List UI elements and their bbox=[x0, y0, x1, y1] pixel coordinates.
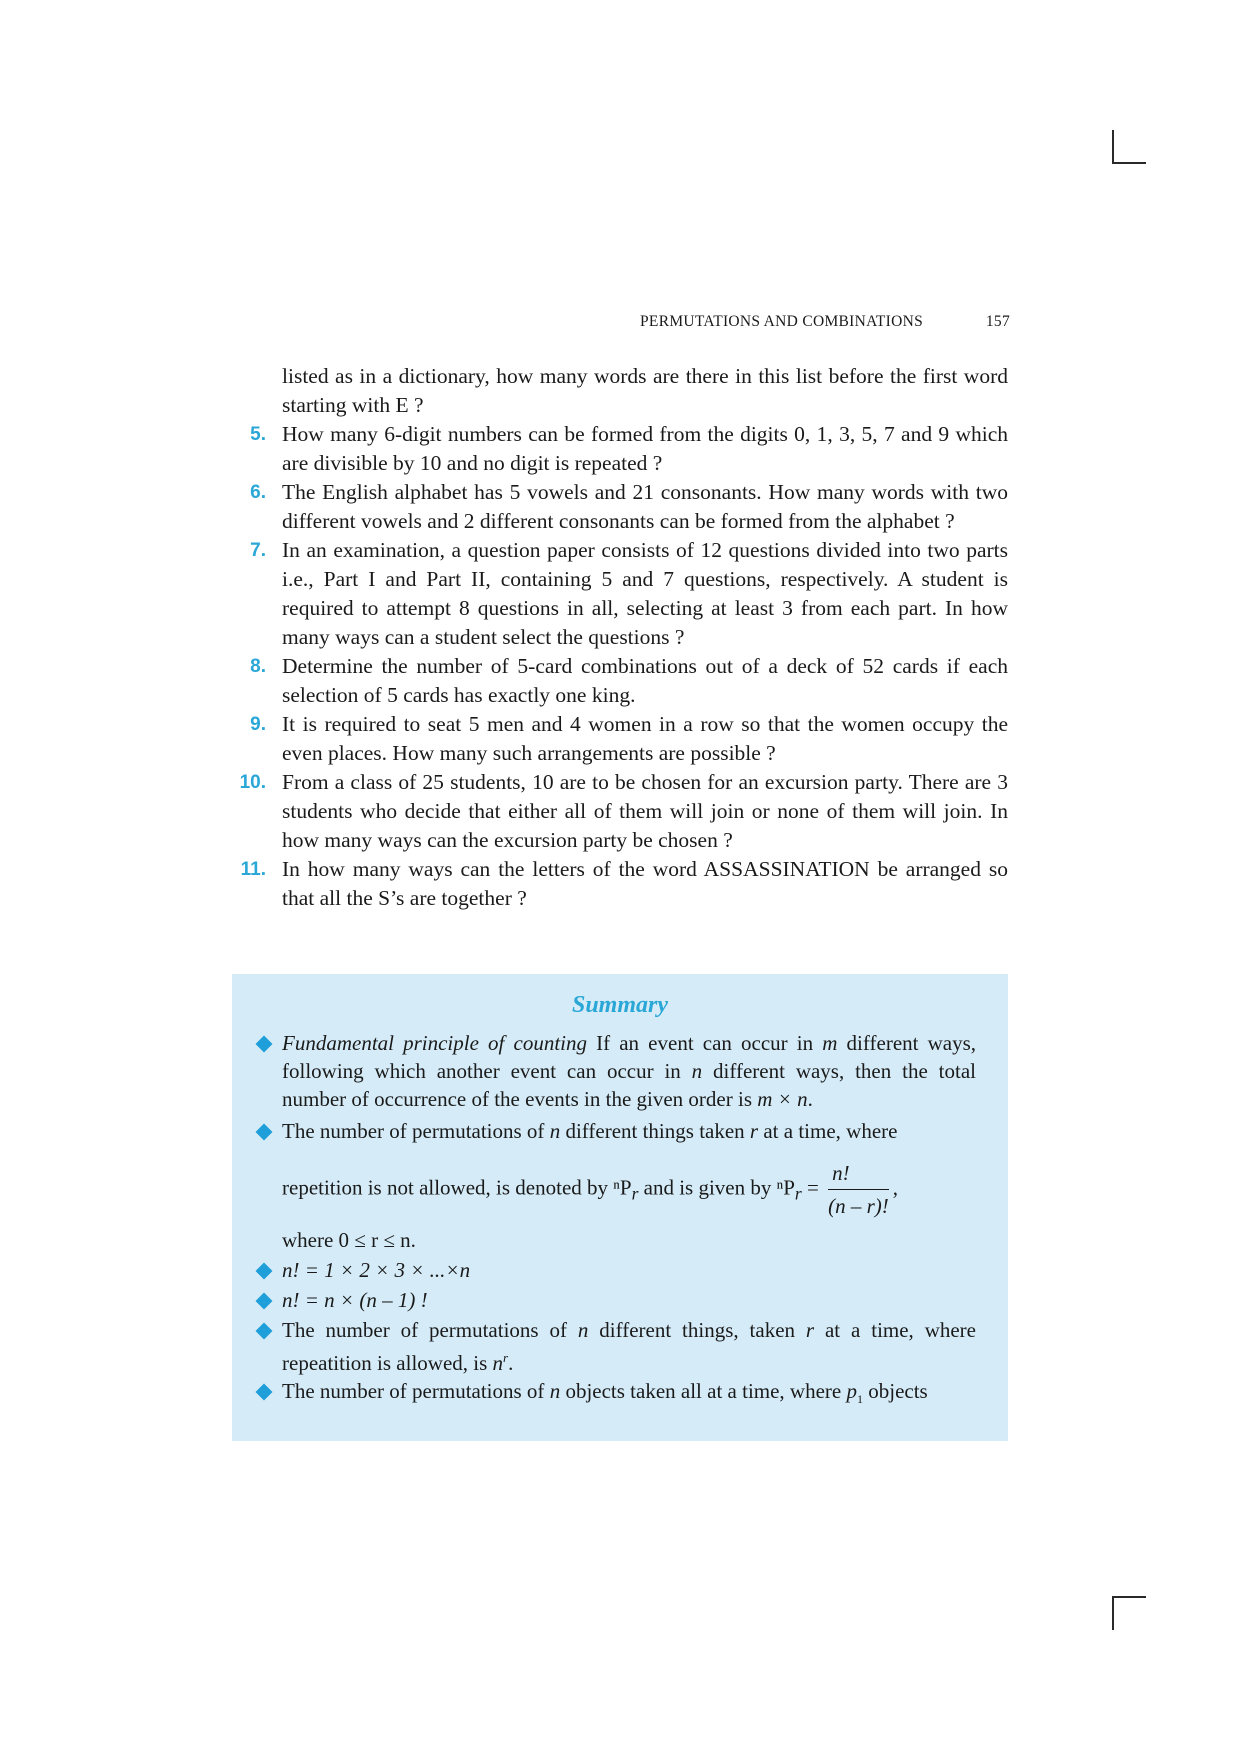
running-head bbox=[640, 313, 1010, 331]
exercise-number: 9. bbox=[250, 714, 266, 735]
summary-item-factorial-definition: n! = 1 × 2 × 3 × ...×n bbox=[282, 1256, 976, 1284]
summary-item-factorial-recursion: n! = n × (n – 1) ! bbox=[282, 1286, 976, 1314]
permutation-formula: repetition is not allowed, is denoted by ⁿP$_r$ and is given by ⁿP$_r$ = $\frac{n!}{(n - r)!}$ , bbox=[282, 1161, 898, 1218]
fraction bbox=[828, 1159, 889, 1220]
page-number: 157 bbox=[985, 313, 1010, 330]
exercise-item bbox=[220, 536, 1008, 652]
diamond-bullet-icon bbox=[256, 1036, 273, 1053]
exercise-text: In an examination, a question paper consists of 12 questions divided into two parts i.e., Part I and Part II, containing 5 and 7 questions, respectively. A student is required to attempt 8 questions in all, selecting at least 3 from each part. In how many ways can a student select the questions ? bbox=[282, 538, 1008, 649]
exercise-number: 10. bbox=[239, 772, 266, 793]
exercise-number: 7. bbox=[250, 540, 266, 561]
exercise-text: How many 6-digit numbers can be formed from the digits 0, 1, 3, 5, 7 and 9 which are divisible by 10 and no digit is repeated ? bbox=[282, 422, 1008, 475]
diamond-bullet-icon bbox=[256, 1293, 273, 1310]
exercise-continuation: listed as in a dictionary, how many words are there in this list before the first word starting with E ? bbox=[282, 364, 1008, 417]
summary-title: Summary bbox=[571, 992, 669, 1018]
summary-box bbox=[232, 974, 1008, 1441]
exercise-number: 6. bbox=[250, 482, 266, 503]
exercise-item bbox=[220, 420, 1008, 478]
running-title: PERMUTATIONS AND COMBINATIONS bbox=[640, 313, 924, 330]
exercise-item bbox=[220, 768, 1008, 855]
constraint-line: where 0 ≤ r ≤ n. bbox=[282, 1228, 416, 1252]
diamond-bullet-icon bbox=[256, 1263, 273, 1280]
exercise-text: In how many ways can the letters of the word ASSASSINATION be arranged so that all the S’s are together ? bbox=[282, 857, 1008, 910]
crop-mark-bottom-horizontal bbox=[1112, 1596, 1146, 1598]
diamond-bullet-icon bbox=[256, 1384, 273, 1401]
diamond-bullet-icon bbox=[256, 1323, 273, 1340]
exercise-item bbox=[220, 652, 1008, 710]
exercise-text: From a class of 25 students, 10 are to be chosen for an excursion party. There are 3 students who decide that either all of them will join or none of them will join. In how many ways can the excursion party be chosen ? bbox=[282, 770, 1008, 852]
exercise-item bbox=[220, 855, 1008, 913]
crop-mark-bottom-vertical bbox=[1112, 1596, 1114, 1630]
exercise-text: It is required to seat 5 men and 4 women in a row so that the women occupy the even places. How many such arrangements are possible ? bbox=[282, 712, 1008, 765]
diamond-bullet-icon bbox=[256, 1124, 273, 1141]
summary-item-permutation-formula: The number of permutations of n different things taken r at a time, where repetition is not allowed, is denoted by ⁿP$_r$ and is given by ⁿP$_r$ = $\frac{n!}{(n - r)!}$ , where 0 ≤ r ≤ n. bbox=[282, 1117, 976, 1254]
summary-item-counting-principle: Fundamental principle of counting If an event can occur in m different ways, following which another event can occur in n different ways, then the total number of occurrence of the events in the given order is m × n. bbox=[282, 1029, 976, 1113]
exercise-number: 5. bbox=[250, 424, 266, 445]
fraction-denominator: (n – r)! bbox=[828, 1194, 889, 1218]
exercise-item bbox=[220, 478, 1008, 536]
exercise-number: 8. bbox=[250, 656, 266, 677]
crop-mark-top-horizontal bbox=[1112, 162, 1146, 164]
exercise-item bbox=[220, 710, 1008, 768]
exercise-list bbox=[220, 362, 1008, 913]
exercise-number: 11. bbox=[240, 859, 266, 880]
fraction-numerator: n! bbox=[828, 1159, 889, 1190]
term-fundamental-principle: Fundamental principle of counting bbox=[282, 1031, 587, 1055]
summary-item-repetition-allowed: The number of permutations of n different things, taken r at a time, where repeatition is allowed, is $n^r$. bbox=[282, 1316, 976, 1377]
exercise-text: The English alphabet has 5 vowels and 21 consonants. How many words with two different vowels and 2 different consonants can be formed from the alphabet ? bbox=[282, 480, 1008, 533]
summary-item-permutations-all: The number of permutations of n objects taken all at a time, where $p_1$ objects bbox=[282, 1377, 976, 1413]
crop-mark-top-vertical bbox=[1112, 130, 1114, 164]
exercise-text: Determine the number of 5-card combinations out of a deck of 52 cards if each selection of 5 cards has exactly one king. bbox=[282, 654, 1008, 707]
